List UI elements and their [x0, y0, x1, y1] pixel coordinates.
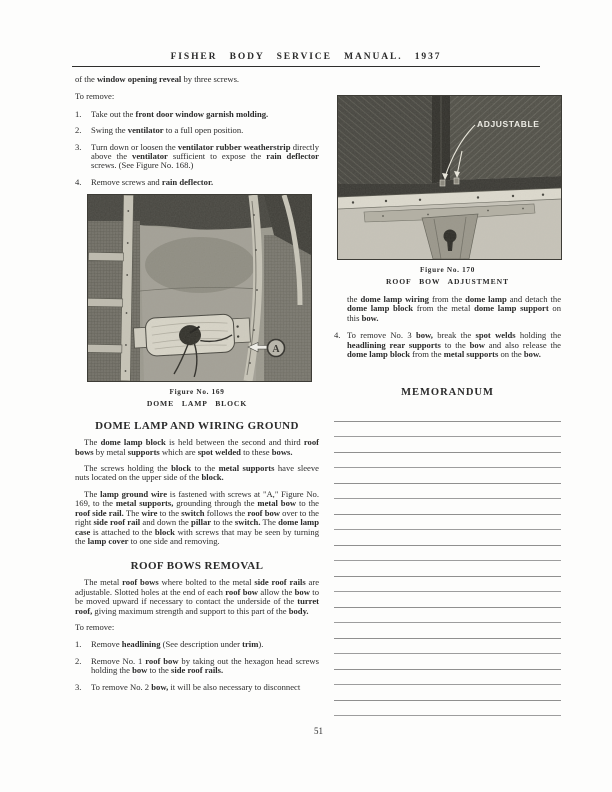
- list-item: [75, 683, 319, 692]
- list-item-text: Remove headlining (See description under trim).: [91, 639, 264, 650]
- to-remove-label: To remove:: [75, 91, 115, 102]
- page-number: 51: [314, 726, 323, 736]
- header-rule: [72, 66, 540, 67]
- dome-section-paragraph: The screws holding the block to the metal supports have sleeve nuts located on the upper side of the block.: [75, 463, 319, 483]
- list-item-text: Remove No. 1 roof bow by taking out the hexagon head screws holding the bow to the side roof rails.: [91, 655, 319, 676]
- memo-rule-line: [334, 670, 561, 686]
- list-item-text: To remove No. 2 bow, it will be also necessary to disconnect: [91, 681, 301, 692]
- list-item: [75, 110, 319, 119]
- list-item-number: 1.: [75, 639, 82, 650]
- continuation-paragraph: the dome lamp wiring from the dome lamp and detach the dome lamp block from the metal dome lamp support on this bow.: [347, 294, 562, 323]
- memo-rule-line: [334, 530, 561, 546]
- list-item-number: 3.: [75, 681, 82, 692]
- right-column: [334, 95, 561, 716]
- intro-paragraph: of the window opening reveal by three screws.: [75, 74, 240, 84]
- section-heading-dome-lamp: DOME LAMP AND WIRING GROUND: [95, 420, 299, 433]
- memo-rule-line: [334, 577, 561, 593]
- list-item-number: 2.: [75, 655, 82, 666]
- memo-rule-line: [334, 685, 561, 701]
- list-item-number: 4.: [75, 176, 82, 187]
- memo-rule-line: [334, 468, 561, 484]
- adjustable-label: ADJUSTABLE: [477, 119, 540, 129]
- memo-rule-line: [334, 608, 561, 624]
- roof-section-paragraph: The metal roof bows where bolted to the metal side roof rails are adjustable. Slotted holes at the end of each roof bow allow the bow to be moved upward if necessary to contact the underside of the turret roof, giving maximum strength and support to this part of the body.: [75, 577, 320, 616]
- dome-section-paragraph: The dome lamp block is held between the second and third roof bows by metal supports which are spot welded to these bows.: [75, 437, 319, 457]
- left-column: [75, 75, 319, 699]
- list-item: [75, 126, 319, 135]
- list-item: [75, 657, 319, 676]
- dome-section-paragraph: The lamp ground wire is fastened with screws at "A," Figure No. 169, to the metal supports, grounding through the metal bow to the roof side rail. The wire to the switch follows the roof bow over to the right side roof rail and down the pillar to the switch. The dome lamp case is attached to the block with screws that may be seen by turning the lamp cover to one side and removing.: [75, 488, 320, 546]
- list-item-number: 1.: [75, 108, 82, 119]
- list-item: [75, 640, 319, 649]
- list-item: [75, 143, 319, 171]
- section-heading-roof-bows: ROOF BOWS REMOVAL: [130, 560, 264, 573]
- memo-rule-line: [334, 437, 561, 453]
- memo-rule-line: [334, 623, 561, 639]
- memo-rule-line: [334, 453, 561, 469]
- list-item-text: Swing the ventilator to a full open position.: [91, 125, 244, 136]
- callout-a-letter: A: [272, 344, 280, 356]
- memo-rule-line: [334, 639, 561, 655]
- roof-bow-adjustment-photo-image: [338, 96, 561, 259]
- figure-169-caption-number: Figure No. 169: [169, 388, 225, 397]
- memo-rule-line: [334, 561, 561, 577]
- list-item-text: Remove screws and rain deflector.: [91, 176, 214, 187]
- memo-rule-line: [334, 406, 561, 422]
- figure-169: [75, 194, 319, 408]
- memo-rule-line: [334, 484, 561, 500]
- list-item-number: 2.: [75, 125, 82, 136]
- memorandum-lines: [334, 406, 561, 716]
- list-item-number: 4.: [334, 330, 341, 341]
- memo-rule-line: [334, 515, 561, 531]
- page-header-title: FISHER BODY SERVICE MANUAL. 1937: [170, 52, 442, 62]
- memo-rule-line: [334, 499, 561, 515]
- list-item-text: To remove No. 3 bow, break the spot welds holding the headlining rear supports to the bow and also release the dome lamp block from the metal supports on the bow.: [347, 330, 562, 360]
- to-remove-label: To remove:: [75, 621, 115, 632]
- list-item-number: 3.: [75, 141, 82, 152]
- figure-170-photo: [337, 95, 562, 260]
- figure-169-caption-title: DOME LAMP BLOCK: [146, 399, 248, 409]
- memo-rule-line: [334, 701, 561, 717]
- figure-169-photo: [87, 194, 312, 382]
- figure-170-caption-title: ROOF BOW ADJUSTMENT: [386, 277, 509, 286]
- memo-rule-line: [334, 422, 561, 438]
- dome-lamp-photo-image: [88, 195, 311, 381]
- memo-rule-line: [334, 654, 561, 670]
- list-item: [334, 331, 561, 359]
- figure-170-caption-number: Figure No. 170: [420, 266, 475, 274]
- list-item: [75, 178, 319, 187]
- memo-rule-line: [334, 546, 561, 562]
- memorandum-heading: MEMORANDUM: [401, 387, 494, 399]
- list-item-text: Take out the front door window garnish molding.: [91, 108, 269, 119]
- memo-rule-line: [334, 592, 561, 608]
- figure-170: [334, 95, 561, 286]
- list-item-text: Turn down or loosen the ventilator rubber weatherstrip directly above the ventilator sufficient to expose the rain deflector screws. (See Figure No. 168.): [91, 141, 319, 171]
